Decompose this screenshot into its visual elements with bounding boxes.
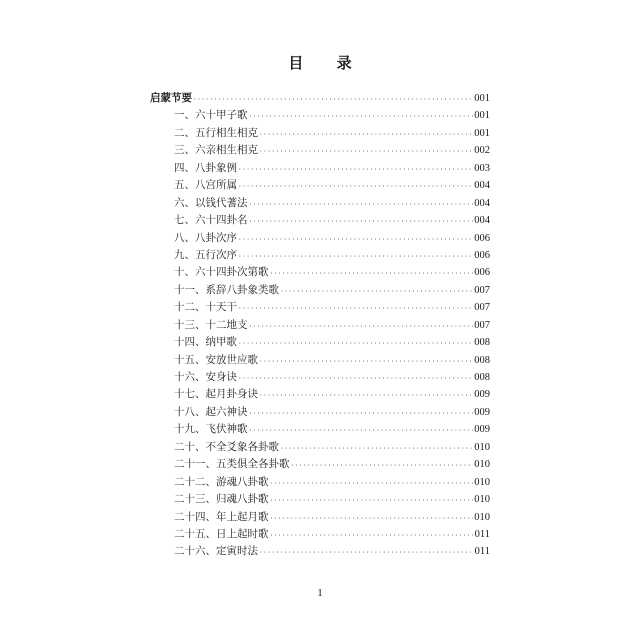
- toc-entry-page: 004: [474, 197, 490, 209]
- toc-dot-leader: [238, 299, 473, 316]
- toc-dot-leader: [270, 526, 474, 543]
- toc-entry-label: 十一、系辞八卦象类歌: [174, 283, 279, 296]
- toc-entry-label: 二十五、日上起时歌: [174, 527, 269, 540]
- toc-entry: [150, 282, 490, 299]
- toc-entry: [150, 177, 490, 194]
- toc-entry-page: 007: [474, 284, 490, 296]
- toc-entry-label: 三、六亲相生相克: [174, 144, 258, 157]
- toc-entry-page: 004: [474, 215, 490, 227]
- toc-entry-label: 九、五行次序: [174, 248, 237, 261]
- toc-entry-page: 008: [474, 337, 490, 349]
- toc-entry-page: 008: [474, 372, 490, 383]
- toc-entry: [150, 212, 490, 229]
- toc-entry-page: 011: [474, 528, 490, 540]
- toc-entry-label: 启蒙节要: [150, 92, 192, 104]
- toc-entry: [150, 386, 490, 403]
- toc-dot-leader: [238, 160, 473, 177]
- toc-entry: [150, 107, 490, 124]
- toc-entry: [150, 264, 490, 281]
- toc-dot-leader: [270, 509, 474, 526]
- toc-entry-label: 二十四、年上起月歌: [174, 510, 269, 523]
- toc-entry: [150, 90, 490, 107]
- toc-list: [150, 90, 490, 561]
- toc-entry-label: 二十、不全爻象各卦歌: [174, 440, 279, 453]
- toc-dot-leader: [270, 491, 474, 508]
- toc-entry-label: 十、六十四卦次第歌: [174, 266, 269, 279]
- toc-dot-leader: [280, 282, 473, 299]
- toc-entry-page: 003: [474, 162, 490, 174]
- toc-entry-label: 十九、飞伏神歌: [174, 423, 248, 436]
- toc-dot-leader: [238, 230, 473, 247]
- toc-entry: [150, 247, 490, 264]
- toc-entry-page: 001: [474, 127, 490, 139]
- toc-dot-leader: [249, 421, 474, 438]
- toc-entry-label: 二十二、游魂八卦歌: [174, 475, 269, 488]
- toc-entry: [150, 474, 490, 491]
- toc-dot-leader: [238, 334, 473, 351]
- toc-dot-leader: [238, 247, 473, 264]
- toc-dot-leader: [249, 317, 474, 334]
- toc-dot-leader: [270, 264, 474, 281]
- toc-entry-page: 007: [474, 302, 490, 314]
- toc-title: 目 录: [288, 54, 366, 72]
- toc-entry-label: 十五、安放世应歌: [174, 353, 258, 366]
- toc-dot-leader: [259, 352, 473, 369]
- toc-entry: [150, 230, 490, 247]
- toc-dot-leader: [249, 195, 474, 212]
- toc-entry-label: 十七、起月卦身诀: [174, 388, 258, 401]
- toc-entry-page: 006: [474, 249, 490, 261]
- toc-entry: [150, 369, 490, 386]
- toc-dot-leader: [238, 369, 473, 386]
- toc-dot-leader: [238, 177, 473, 194]
- toc-entry-label: 十六、安身诀: [174, 371, 237, 383]
- toc-dot-leader: [270, 474, 474, 491]
- toc-entry-page: 009: [474, 406, 490, 418]
- toc-dot-leader: [259, 386, 473, 403]
- toc-entry: [150, 404, 490, 421]
- toc-entry-label: 二十一、五类俱全各卦歌: [174, 458, 290, 471]
- toc-entry-page: 009: [474, 424, 490, 436]
- toc-entry: [150, 421, 490, 438]
- toc-entry: [150, 526, 490, 543]
- toc-entry-page: 004: [474, 180, 490, 192]
- toc-entry-page: 010: [474, 459, 490, 471]
- toc-entry-label: 十四、纳甲歌: [174, 336, 237, 349]
- toc-entry-page: 002: [474, 145, 490, 157]
- toc-entry: [150, 317, 490, 334]
- toc-dot-leader: [280, 439, 473, 456]
- toc-dot-leader: [291, 456, 474, 473]
- toc-dot-leader: [259, 543, 474, 560]
- toc-entry: [150, 509, 490, 526]
- toc-entry-page: 010: [474, 511, 490, 523]
- toc-entry-label: 二十三、归魂八卦歌: [174, 493, 269, 506]
- toc-entry-label: 二、五行相生相克: [174, 126, 258, 139]
- toc-entry: [150, 142, 490, 159]
- toc-entry: [150, 491, 490, 508]
- toc-entry-page: 011: [474, 546, 490, 558]
- toc-entry: [150, 299, 490, 316]
- toc-entry-page: 010: [474, 441, 490, 453]
- toc-entry: [150, 543, 490, 560]
- toc-entry-page: 006: [474, 232, 490, 244]
- toc-entry-page: 009: [474, 389, 490, 401]
- toc-entry-page: 010: [474, 476, 490, 488]
- toc-dot-leader: [249, 404, 474, 421]
- toc-entry-page: 010: [474, 494, 490, 506]
- toc-entry-page: 006: [474, 267, 490, 279]
- toc-entry-label: 二十六、定寅时法: [174, 545, 258, 558]
- toc-entry-label: 五、八宫所属: [174, 179, 237, 192]
- toc-entry-label: 十二、十天干: [174, 301, 237, 314]
- toc-entry: [150, 456, 490, 473]
- toc-entry-page: 001: [474, 110, 490, 122]
- page-number: 1: [317, 587, 323, 599]
- toc-entry-label: 一、六十甲子歌: [174, 109, 248, 122]
- toc-dot-leader: [259, 142, 473, 159]
- toc-entry: [150, 352, 490, 369]
- toc-entry-label: 四、八卦象例: [174, 161, 237, 174]
- toc-entry: [150, 195, 490, 212]
- toc-dot-leader: [259, 125, 473, 142]
- toc-dot-leader: [249, 107, 474, 124]
- toc-entry-page: 001: [474, 93, 490, 104]
- toc-entry-label: 七、六十四卦名: [174, 214, 248, 227]
- toc-entry-page: 008: [474, 354, 490, 366]
- toc-dot-leader: [249, 212, 474, 229]
- toc-entry: [150, 334, 490, 351]
- toc-entry: [150, 439, 490, 456]
- toc-entry-label: 十八、起六神诀: [174, 405, 248, 418]
- toc-dot-leader: [193, 90, 473, 107]
- toc-entry-label: 六、以钱代蓍法: [174, 196, 248, 209]
- toc-entry-label: 八、八卦次序: [174, 231, 237, 244]
- toc-entry: [150, 160, 490, 177]
- toc-entry-page: 007: [474, 319, 490, 331]
- toc-entry: [150, 125, 490, 142]
- toc-entry-label: 十三、十二地支: [174, 318, 248, 331]
